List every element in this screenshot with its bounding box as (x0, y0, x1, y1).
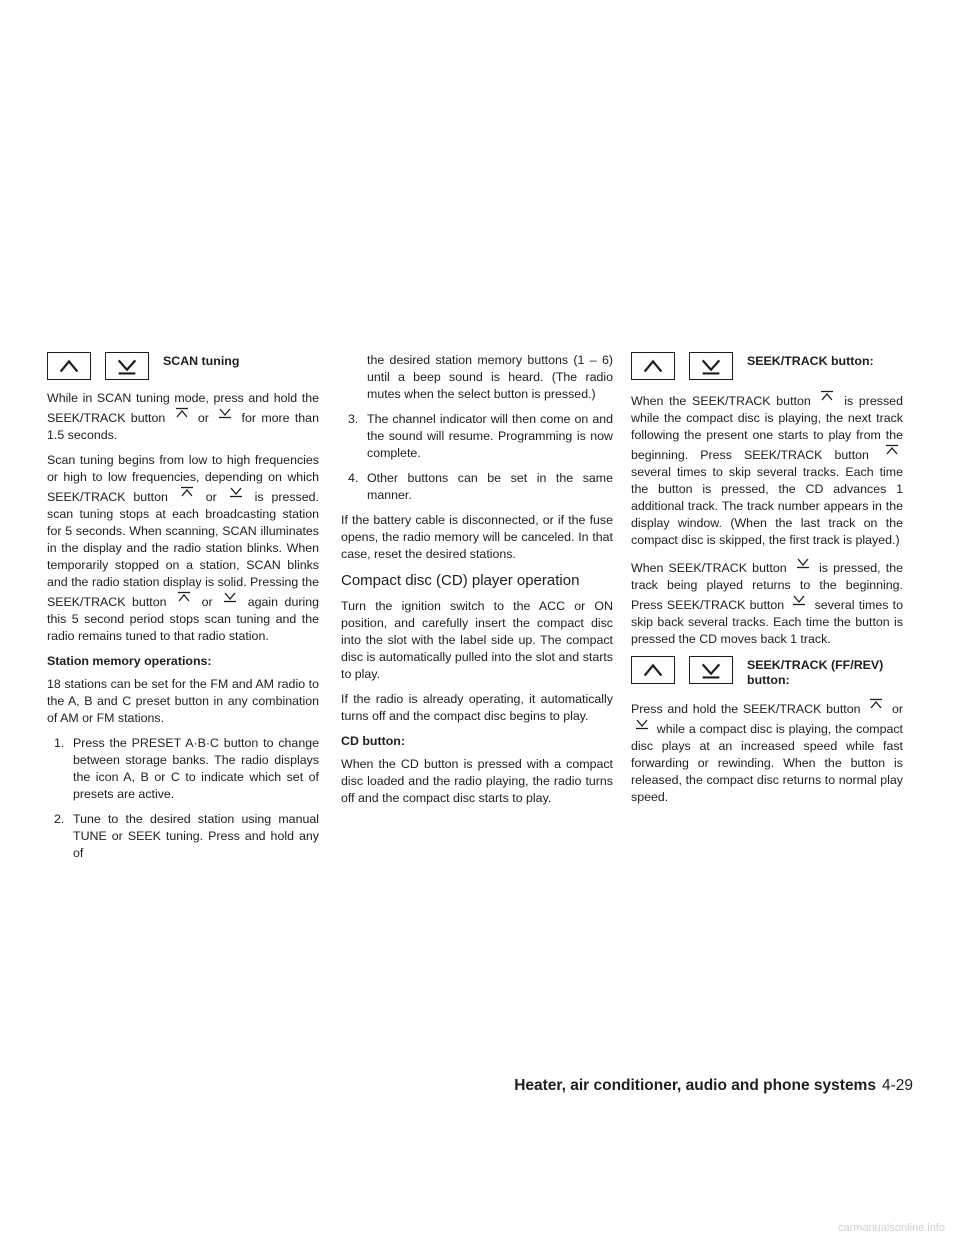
column-middle (341, 352, 613, 815)
seek-up-button-icon (631, 352, 675, 380)
seek-down-button-icon (105, 352, 149, 380)
footer-chapter-title: Heater, air conditioner, audio and phone systems (514, 1077, 876, 1094)
cd-section-heading: Compact disc (CD) player operation (341, 572, 580, 589)
step-2-continued: the desired station memory buttons (1 – 6) until a beep sound is heard. (The radio mutes when the select button is pressed.) (367, 353, 613, 401)
watermark: carmanualsonline.info (838, 1222, 946, 1234)
page-footer (514, 1077, 913, 1095)
seek-down-icon (214, 407, 236, 419)
page-number: 4-29 (881, 1077, 913, 1094)
ff-rev-title (747, 658, 883, 688)
seek-up-icon (171, 407, 193, 419)
list-item: 4. Other buttons can be set in the same manner. (348, 471, 613, 502)
seek-down-icon (219, 591, 241, 603)
seek-up-icon (865, 698, 887, 710)
cd-paragraph-2: If the radio is already operating, it automatically turns off and the compact disc begins to play. (341, 692, 613, 723)
seek-up-button-icon (47, 352, 91, 380)
station-memory-heading: Station memory operations: (47, 654, 212, 668)
cd-button-paragraph: When the CD button is pressed with a compact disc loaded and the radio playing, the radio turns off and the compact disc starts to play. (341, 757, 613, 805)
seek-up-icon (881, 444, 903, 456)
ff-rev-paragraph: Press and hold the SEEK/TRACK button or while a compact disc is playing, the compact disc plays at an increased speed while fast forwarding or rewinding. When the button is released, the compact disc returns to normal play speed. (631, 698, 903, 806)
seek-track-title: SEEK/TRACK button: (747, 354, 874, 368)
column-right (631, 352, 903, 814)
scan-tuning-title: SCAN tuning (163, 354, 240, 368)
battery-paragraph: If the battery cable is disconnected, or if the fuse opens, the radio memory will be canceled. In that case, reset the desired stations. (341, 513, 613, 561)
seek-down-button-icon (689, 352, 733, 380)
station-memory-paragraph: 18 stations can be set for the FM and AM radio to the A, B and C preset button in any combination of AM or FM stations. (47, 677, 319, 725)
cd-button-heading: CD button: (341, 734, 405, 748)
seek-track-icon-row (631, 352, 903, 384)
seek-down-button-icon (689, 656, 733, 684)
seek-track-paragraph-2: When SEEK/TRACK button is pressed, the track being played returns to the beginning. Press SEEK/TRACK button several times to skip back several tracks. Each time the button is pressed the CD moves back 1 track. (631, 557, 903, 648)
list-item: 2. Tune to the desired station using manual TUNE or SEEK tuning. Press and hold any of (54, 812, 319, 860)
seek-down-icon (225, 486, 247, 498)
seek-up-icon (173, 591, 195, 603)
memory-steps-list (47, 735, 319, 862)
ff-rev-title-line-2: button: (747, 673, 790, 687)
column-left (47, 352, 319, 870)
scan-paragraph-2: Scan tuning begins from low to high frequencies or high to low frequencies, depending on which SEEK/TRACK button or is pressed. scan tuning stops at each broadcasting station for 5 seconds. When scanning, SCAN illuminates in the display and the radio station blinks. When temporarily stopped on a station, SCAN blinks and the radio station display is solid. Pressing the SEEK/TRACK button or again during this 5 second period stops scan tuning and the radio remains tuned to that radio station. (47, 453, 319, 643)
scan-icon-row (47, 352, 319, 384)
cd-paragraph-1: Turn the ignition switch to the ACC or ON position, and carefully insert the compact disc into the slot with the label side up. The compact disc is automatically pulled into the slot and starts to play. (341, 599, 613, 681)
scan-paragraph-1: While in SCAN tuning mode, press and hold the SEEK/TRACK button or for more than 1.5 seconds. (47, 391, 319, 442)
seek-up-button-icon (631, 656, 675, 684)
seek-up-icon (816, 390, 838, 402)
memory-steps-list-continued (341, 411, 613, 504)
seek-down-icon (631, 718, 653, 730)
list-item: 1. Press the PRESET A·B·C button to change between storage banks. The radio displays the icon A, B or C to indicate which set of presets are active. (54, 736, 319, 801)
seek-down-icon (792, 557, 814, 569)
ff-rev-title-line-1: SEEK/TRACK (FF/REV) (747, 658, 884, 672)
seek-down-icon (788, 594, 810, 606)
list-item: 3. The channel indicator will then come on and the sound will resume. Programming is now complete. (348, 412, 613, 460)
ff-rev-icon-row (631, 656, 903, 692)
seek-track-paragraph-1: When the SEEK/TRACK button is pressed while the compact disc is playing, the next track following the present one starts to play from the beginning. Press SEEK/TRACK button several times to skip several tracks. Each time the button is pressed, the CD advances 1 additional track. The track number appears in the display window. (When the last track on the compact disc is skipped, the first track is played.) (631, 390, 903, 549)
seek-up-icon (176, 486, 198, 498)
